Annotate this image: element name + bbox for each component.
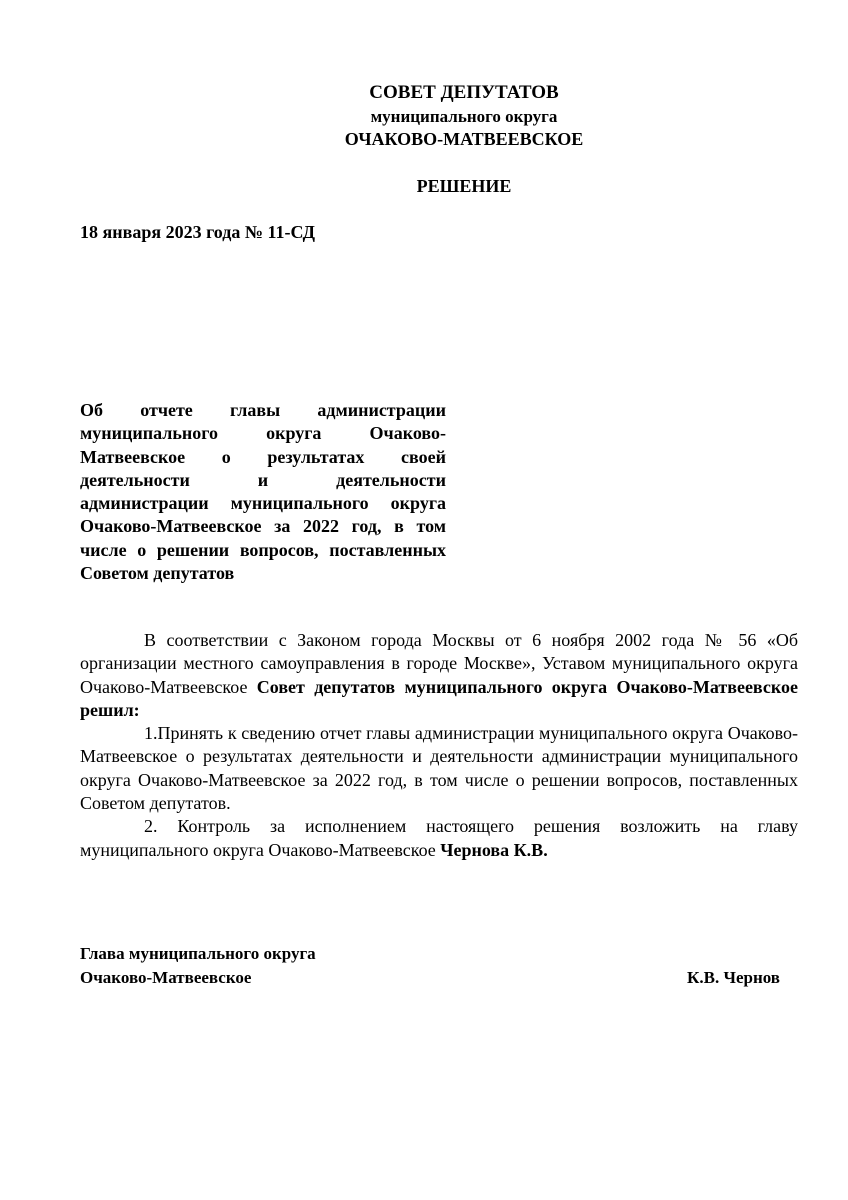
item-2-paragraph: [80, 815, 798, 862]
decision-heading: РЕШЕНИЕ: [416, 176, 512, 196]
preamble-paragraph: [80, 629, 798, 722]
signatory-title-line1: Глава муниципального округа: [80, 944, 316, 963]
item-1-paragraph: 1.Принять к сведению отчет главы администрации муниципального округа Очаково-Матвеевское о результатах деятельности и деятельности администрации муниципального округа Очаково-Матвеевское за 2022 год, в том числе о решении вопросов, поставленных Советом депутатов.: [80, 723, 798, 814]
council-title: СОВЕТ ДЕПУТАТОВ: [369, 82, 559, 103]
preamble-resolved: Совет депутатов муниципального округа Очаково-Матвеевское решил:: [80, 676, 798, 720]
signatory-title-line2: Очаково-Матвеевское: [80, 968, 252, 987]
item-2-responsible: Чернова К.В.: [440, 839, 548, 860]
decision-body: [80, 629, 798, 862]
preamble-text: В соответствии с Законом города Москвы от 6 ноября 2002 года № 56 «Об организации местного самоуправления в городе Москве», Уставом муниципального округа Очаково-Матвеевское: [80, 630, 798, 697]
item-2-text: 2. Контроль за исполнением настоящего решения возложить на главу муниципального округа Очаково-Матвеевское: [80, 816, 798, 860]
signatory-name: К.В. Чернов: [687, 968, 780, 987]
decision-subject: Об отчете главы администрации муниципального округа Очаково-Матвеевское о результатах своей деятельности и деятельности администрации муниципального округа Очаково-Матвеевское за 2022 год, в том числе о решении вопросов, поставленных Советом депутатов: [80, 400, 446, 584]
decision-date-number: 18 января 2023 года № 11-СД: [80, 222, 315, 242]
signature-block: [80, 942, 780, 990]
district-label: муниципального округа: [370, 107, 558, 126]
district-name: ОЧАКОВО-МАТВЕЕВСКОЕ: [344, 129, 584, 149]
